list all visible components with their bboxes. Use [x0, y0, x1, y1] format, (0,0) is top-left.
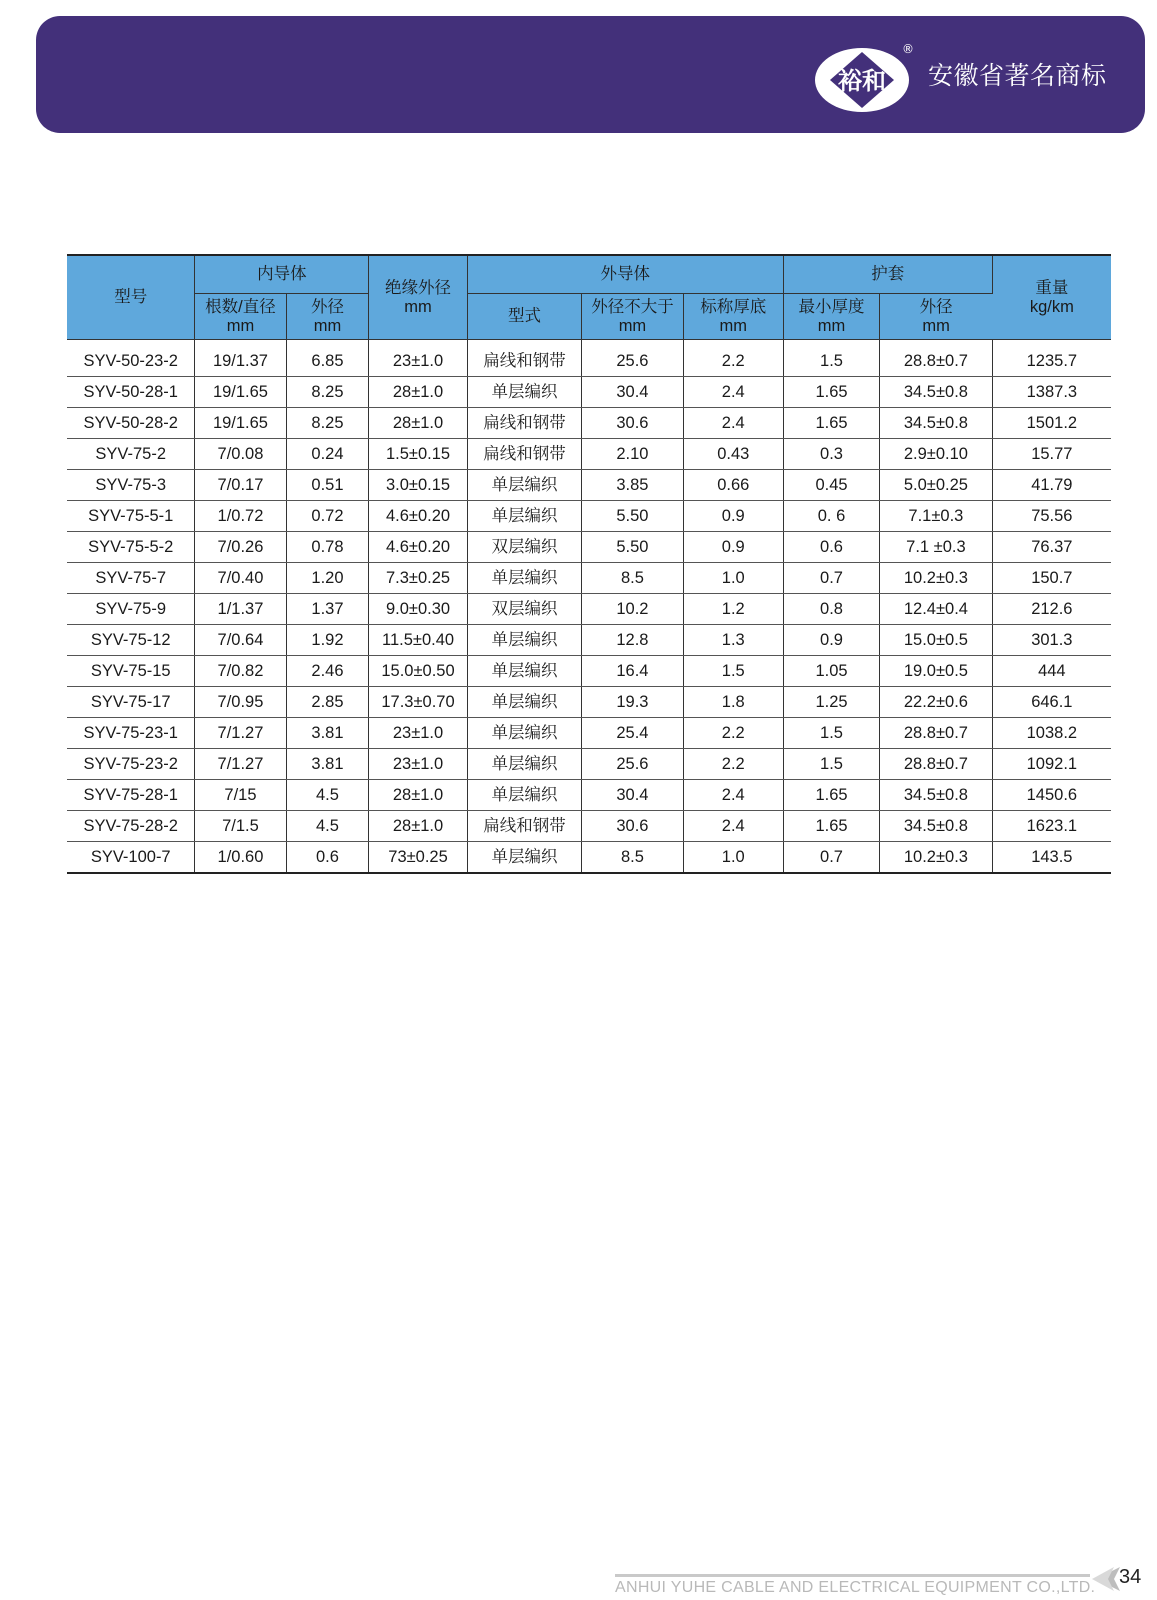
cell-outer-od: 30.4	[582, 780, 683, 811]
cell-outer-od: 30.4	[582, 377, 683, 408]
table-row	[67, 718, 1111, 749]
cell-inner-od: 3.81	[286, 718, 369, 749]
table-row	[67, 532, 1111, 563]
cell-sheath-od: 2.9±0.10	[880, 439, 993, 470]
cell-min-thickness: 0.3	[783, 439, 879, 470]
header-weight-label: 重量	[1035, 278, 1069, 297]
header-inner-od-label: 外径	[310, 297, 344, 316]
cell-outer-type: 单层编织	[467, 718, 582, 749]
cell-nominal-thickness: 2.2	[683, 718, 783, 749]
header-nominal-thickness-unit: mm	[719, 316, 747, 335]
cell-model: SYV-50-28-1	[67, 377, 195, 408]
cell-weight: 444	[992, 656, 1111, 687]
cell-outer-od: 25.6	[582, 340, 683, 377]
cell-model: SYV-75-2	[67, 439, 195, 470]
cell-nominal-thickness: 2.4	[683, 811, 783, 842]
company-logo	[812, 45, 912, 115]
cell-insulation-od: 3.0±0.15	[369, 470, 467, 501]
page-number: 34	[1119, 1566, 1142, 1588]
cell-model: SYV-75-28-2	[67, 811, 195, 842]
cell-strands-diameter: 1/1.37	[195, 594, 286, 625]
header-outer-conductor: 外导体	[467, 255, 783, 294]
cell-min-thickness: 0.6	[783, 532, 879, 563]
cell-sheath-od: 12.4±0.4	[880, 594, 993, 625]
cell-outer-od: 25.4	[582, 718, 683, 749]
cell-insulation-od: 4.6±0.20	[369, 532, 467, 563]
cell-nominal-thickness: 0.43	[683, 439, 783, 470]
cell-model: SYV-75-23-2	[67, 749, 195, 780]
table-row	[67, 625, 1111, 656]
cell-nominal-thickness: 2.4	[683, 377, 783, 408]
cell-outer-od: 30.6	[582, 408, 683, 439]
cell-nominal-thickness: 0.9	[683, 532, 783, 563]
cell-weight: 301.3	[992, 625, 1111, 656]
svg-text:裕和: 裕和	[838, 66, 886, 95]
spec-table	[67, 254, 1111, 874]
cell-insulation-od: 9.0±0.30	[369, 594, 467, 625]
cell-nominal-thickness: 0.9	[683, 501, 783, 532]
table-row	[67, 470, 1111, 501]
table-row	[67, 563, 1111, 594]
table-row	[67, 656, 1111, 687]
cell-outer-od: 12.8	[582, 625, 683, 656]
cell-sheath-od: 15.0±0.5	[880, 625, 993, 656]
cell-strands-diameter: 7/1.5	[195, 811, 286, 842]
cell-nominal-thickness: 2.2	[683, 340, 783, 377]
cell-sheath-od: 10.2±0.3	[880, 842, 993, 874]
cell-strands-diameter: 1/0.72	[195, 501, 286, 532]
table-row	[67, 842, 1111, 874]
cell-min-thickness: 0.8	[783, 594, 879, 625]
table-row	[67, 749, 1111, 780]
cell-sheath-od: 34.5±0.8	[880, 408, 993, 439]
header-outer-type: 型式	[467, 294, 582, 340]
cell-insulation-od: 23±1.0	[369, 340, 467, 377]
cell-sheath-od: 34.5±0.8	[880, 811, 993, 842]
header-sheath: 护套	[783, 255, 992, 294]
header-insulation-od-unit: mm	[404, 297, 432, 316]
cell-weight: 1038.2	[992, 718, 1111, 749]
cell-min-thickness: 1.65	[783, 780, 879, 811]
cell-weight: 1450.6	[992, 780, 1111, 811]
cell-outer-type: 单层编织	[467, 470, 582, 501]
header-min-thickness	[783, 294, 879, 340]
cell-nominal-thickness: 2.2	[683, 749, 783, 780]
cell-insulation-od: 23±1.0	[369, 749, 467, 780]
cell-insulation-od: 28±1.0	[369, 377, 467, 408]
header-strands-diameter	[195, 294, 286, 340]
cell-inner-od: 0.51	[286, 470, 369, 501]
cell-inner-od: 1.20	[286, 563, 369, 594]
cell-model: SYV-75-9	[67, 594, 195, 625]
cell-weight: 143.5	[992, 842, 1111, 874]
cell-min-thickness: 1.25	[783, 687, 879, 718]
cell-outer-od: 2.10	[582, 439, 683, 470]
header-nominal-thickness	[683, 294, 783, 340]
cell-outer-od: 8.5	[582, 563, 683, 594]
cell-outer-type: 单层编织	[467, 377, 582, 408]
cell-sheath-od: 7.1±0.3	[880, 501, 993, 532]
cell-weight: 75.56	[992, 501, 1111, 532]
cell-strands-diameter: 19/1.65	[195, 377, 286, 408]
cell-sheath-od: 34.5±0.8	[880, 377, 993, 408]
cell-insulation-od: 15.0±0.50	[369, 656, 467, 687]
cell-nominal-thickness: 1.0	[683, 563, 783, 594]
cell-nominal-thickness: 2.4	[683, 408, 783, 439]
cell-strands-diameter: 7/0.82	[195, 656, 286, 687]
table-body	[67, 340, 1111, 874]
cell-outer-type: 扁线和钢带	[467, 340, 582, 377]
cell-min-thickness: 1.5	[783, 749, 879, 780]
header-min-thickness-unit: mm	[817, 316, 846, 335]
cell-outer-od: 5.50	[582, 501, 683, 532]
cell-sheath-od: 7.1 ±0.3	[880, 532, 993, 563]
table-row	[67, 780, 1111, 811]
cell-weight: 15.77	[992, 439, 1111, 470]
cell-outer-od: 30.6	[582, 811, 683, 842]
cell-nominal-thickness: 1.3	[683, 625, 783, 656]
footer-company-name: ANHUI YUHE CABLE AND ELECTRICAL EQUIPMENT CO.,LTD.	[615, 1579, 1096, 1596]
cell-min-thickness: 0.7	[783, 563, 879, 594]
header-outer-od	[582, 294, 683, 340]
cell-min-thickness: 1.65	[783, 811, 879, 842]
cell-inner-od: 0.78	[286, 532, 369, 563]
header-insulation-od-label: 绝缘外径	[385, 278, 452, 297]
cell-min-thickness: 1.65	[783, 377, 879, 408]
cell-inner-od: 3.81	[286, 749, 369, 780]
cell-outer-type: 单层编织	[467, 780, 582, 811]
cell-insulation-od: 4.6±0.20	[369, 501, 467, 532]
cell-sheath-od: 22.2±0.6	[880, 687, 993, 718]
cell-sheath-od: 28.8±0.7	[880, 749, 993, 780]
cell-sheath-od: 10.2±0.3	[880, 563, 993, 594]
cell-strands-diameter: 7/0.95	[195, 687, 286, 718]
cell-sheath-od: 28.8±0.7	[880, 718, 993, 749]
cell-outer-type: 单层编织	[467, 687, 582, 718]
cell-min-thickness: 0.7	[783, 842, 879, 874]
footer-rule	[615, 1574, 1090, 1577]
cell-inner-od: 6.85	[286, 340, 369, 377]
table-row	[67, 687, 1111, 718]
cell-inner-od: 4.5	[286, 811, 369, 842]
cell-outer-type: 单层编织	[467, 749, 582, 780]
cell-outer-od: 5.50	[582, 532, 683, 563]
cell-insulation-od: 17.3±0.70	[369, 687, 467, 718]
cell-strands-diameter: 7/1.27	[195, 718, 286, 749]
brand-slogan: 安徽省著名商标	[928, 61, 1107, 90]
header-insulation-od	[369, 255, 467, 340]
cell-nominal-thickness: 2.4	[683, 780, 783, 811]
header-weight	[992, 255, 1111, 340]
cell-nominal-thickness: 1.0	[683, 842, 783, 874]
registered-mark: ®	[902, 42, 914, 56]
cell-outer-od: 10.2	[582, 594, 683, 625]
cell-inner-od: 4.5	[286, 780, 369, 811]
header-inner-od-unit: mm	[313, 316, 342, 335]
cell-min-thickness: 0.9	[783, 625, 879, 656]
cell-weight: 212.6	[992, 594, 1111, 625]
header-sheath-od	[880, 294, 993, 340]
cell-outer-od: 19.3	[582, 687, 683, 718]
cell-outer-type: 单层编织	[467, 563, 582, 594]
header-model: 型号	[67, 255, 195, 340]
cell-insulation-od: 1.5±0.15	[369, 439, 467, 470]
cell-inner-od: 2.85	[286, 687, 369, 718]
cell-weight: 1092.1	[992, 749, 1111, 780]
cell-strands-diameter: 7/0.26	[195, 532, 286, 563]
cell-inner-od: 0.6	[286, 842, 369, 874]
cell-strands-diameter: 7/1.27	[195, 749, 286, 780]
cell-model: SYV-50-23-2	[67, 340, 195, 377]
cell-model: SYV-75-7	[67, 563, 195, 594]
cell-inner-od: 0.24	[286, 439, 369, 470]
table-row	[67, 377, 1111, 408]
header-inner-conductor: 内导体	[195, 255, 369, 294]
table-row	[67, 408, 1111, 439]
cell-sheath-od: 28.8±0.7	[880, 340, 993, 377]
cell-sheath-od: 5.0±0.25	[880, 470, 993, 501]
cell-insulation-od: 7.3±0.25	[369, 563, 467, 594]
cell-nominal-thickness: 1.2	[683, 594, 783, 625]
header-min-thickness-label: 最小厚度	[798, 297, 865, 316]
cell-weight: 150.7	[992, 563, 1111, 594]
cell-outer-od: 8.5	[582, 842, 683, 874]
cell-min-thickness: 1.65	[783, 408, 879, 439]
table-row	[67, 594, 1111, 625]
cell-outer-type: 单层编织	[467, 625, 582, 656]
cell-insulation-od: 28±1.0	[369, 811, 467, 842]
header-nominal-thickness-label: 标称厚底	[700, 297, 767, 316]
cell-inner-od: 8.25	[286, 377, 369, 408]
cell-min-thickness: 1.05	[783, 656, 879, 687]
cell-inner-od: 2.46	[286, 656, 369, 687]
header-inner-od	[286, 294, 369, 340]
cell-model: SYV-75-12	[67, 625, 195, 656]
cell-outer-type: 双层编织	[467, 532, 582, 563]
table-row	[67, 340, 1111, 377]
cell-strands-diameter: 19/1.37	[195, 340, 286, 377]
header-strands-diameter-label: 根数/直径	[205, 297, 276, 316]
cell-model: SYV-75-5-2	[67, 532, 195, 563]
spec-table-wrapper	[67, 254, 1111, 874]
cell-outer-od: 16.4	[582, 656, 683, 687]
header-strands-diameter-unit: mm	[226, 316, 255, 335]
cell-strands-diameter: 7/15	[195, 780, 286, 811]
cell-weight: 1501.2	[992, 408, 1111, 439]
cell-sheath-od: 19.0±0.5	[880, 656, 993, 687]
header-sheath-od-unit: mm	[922, 316, 950, 335]
cell-strands-diameter: 1/0.60	[195, 842, 286, 874]
cell-inner-od: 0.72	[286, 501, 369, 532]
cell-inner-od: 8.25	[286, 408, 369, 439]
header-outer-od-unit: mm	[618, 316, 647, 335]
cell-insulation-od: 28±1.0	[369, 780, 467, 811]
cell-outer-type: 扁线和钢带	[467, 811, 582, 842]
cell-insulation-od: 11.5±0.40	[369, 625, 467, 656]
table-header	[67, 255, 1111, 340]
cell-outer-od: 25.6	[582, 749, 683, 780]
table-row	[67, 811, 1111, 842]
cell-outer-type: 扁线和钢带	[467, 439, 582, 470]
cell-min-thickness: 0.45	[783, 470, 879, 501]
cell-nominal-thickness: 0.66	[683, 470, 783, 501]
cell-strands-diameter: 7/0.64	[195, 625, 286, 656]
cell-model: SYV-75-17	[67, 687, 195, 718]
cell-nominal-thickness: 1.5	[683, 656, 783, 687]
cell-inner-od: 1.92	[286, 625, 369, 656]
header-sheath-od-label: 外径	[919, 297, 953, 316]
cell-strands-diameter: 7/0.17	[195, 470, 286, 501]
page-arrow-icon	[1090, 1563, 1122, 1595]
cell-outer-type: 单层编织	[467, 842, 582, 874]
cell-weight: 41.79	[992, 470, 1111, 501]
cell-weight: 1623.1	[992, 811, 1111, 842]
cell-min-thickness: 0. 6	[783, 501, 879, 532]
cell-outer-type: 单层编织	[467, 656, 582, 687]
cell-model: SYV-75-5-1	[67, 501, 195, 532]
header-outer-od-label: 外径不大于	[591, 297, 674, 316]
cell-insulation-od: 28±1.0	[369, 408, 467, 439]
cell-weight: 1235.7	[992, 340, 1111, 377]
cell-nominal-thickness: 1.8	[683, 687, 783, 718]
cell-weight: 646.1	[992, 687, 1111, 718]
cell-model: SYV-100-7	[67, 842, 195, 874]
table-row	[67, 501, 1111, 532]
cell-weight: 76.37	[992, 532, 1111, 563]
cell-strands-diameter: 19/1.65	[195, 408, 286, 439]
cell-model: SYV-75-23-1	[67, 718, 195, 749]
cell-sheath-od: 34.5±0.8	[880, 780, 993, 811]
cell-model: SYV-50-28-2	[67, 408, 195, 439]
cell-outer-type: 扁线和钢带	[467, 408, 582, 439]
cell-min-thickness: 1.5	[783, 340, 879, 377]
cell-insulation-od: 73±0.25	[369, 842, 467, 874]
cell-insulation-od: 23±1.0	[369, 718, 467, 749]
cell-outer-type: 单层编织	[467, 501, 582, 532]
table-row	[67, 439, 1111, 470]
cell-model: SYV-75-15	[67, 656, 195, 687]
cell-outer-type: 双层编织	[467, 594, 582, 625]
cell-inner-od: 1.37	[286, 594, 369, 625]
cell-strands-diameter: 7/0.40	[195, 563, 286, 594]
header-weight-unit: kg/km	[1029, 297, 1074, 316]
cell-outer-od: 3.85	[582, 470, 683, 501]
cell-model: SYV-75-28-1	[67, 780, 195, 811]
cell-min-thickness: 1.5	[783, 718, 879, 749]
cell-model: SYV-75-3	[67, 470, 195, 501]
cell-weight: 1387.3	[992, 377, 1111, 408]
cell-strands-diameter: 7/0.08	[195, 439, 286, 470]
